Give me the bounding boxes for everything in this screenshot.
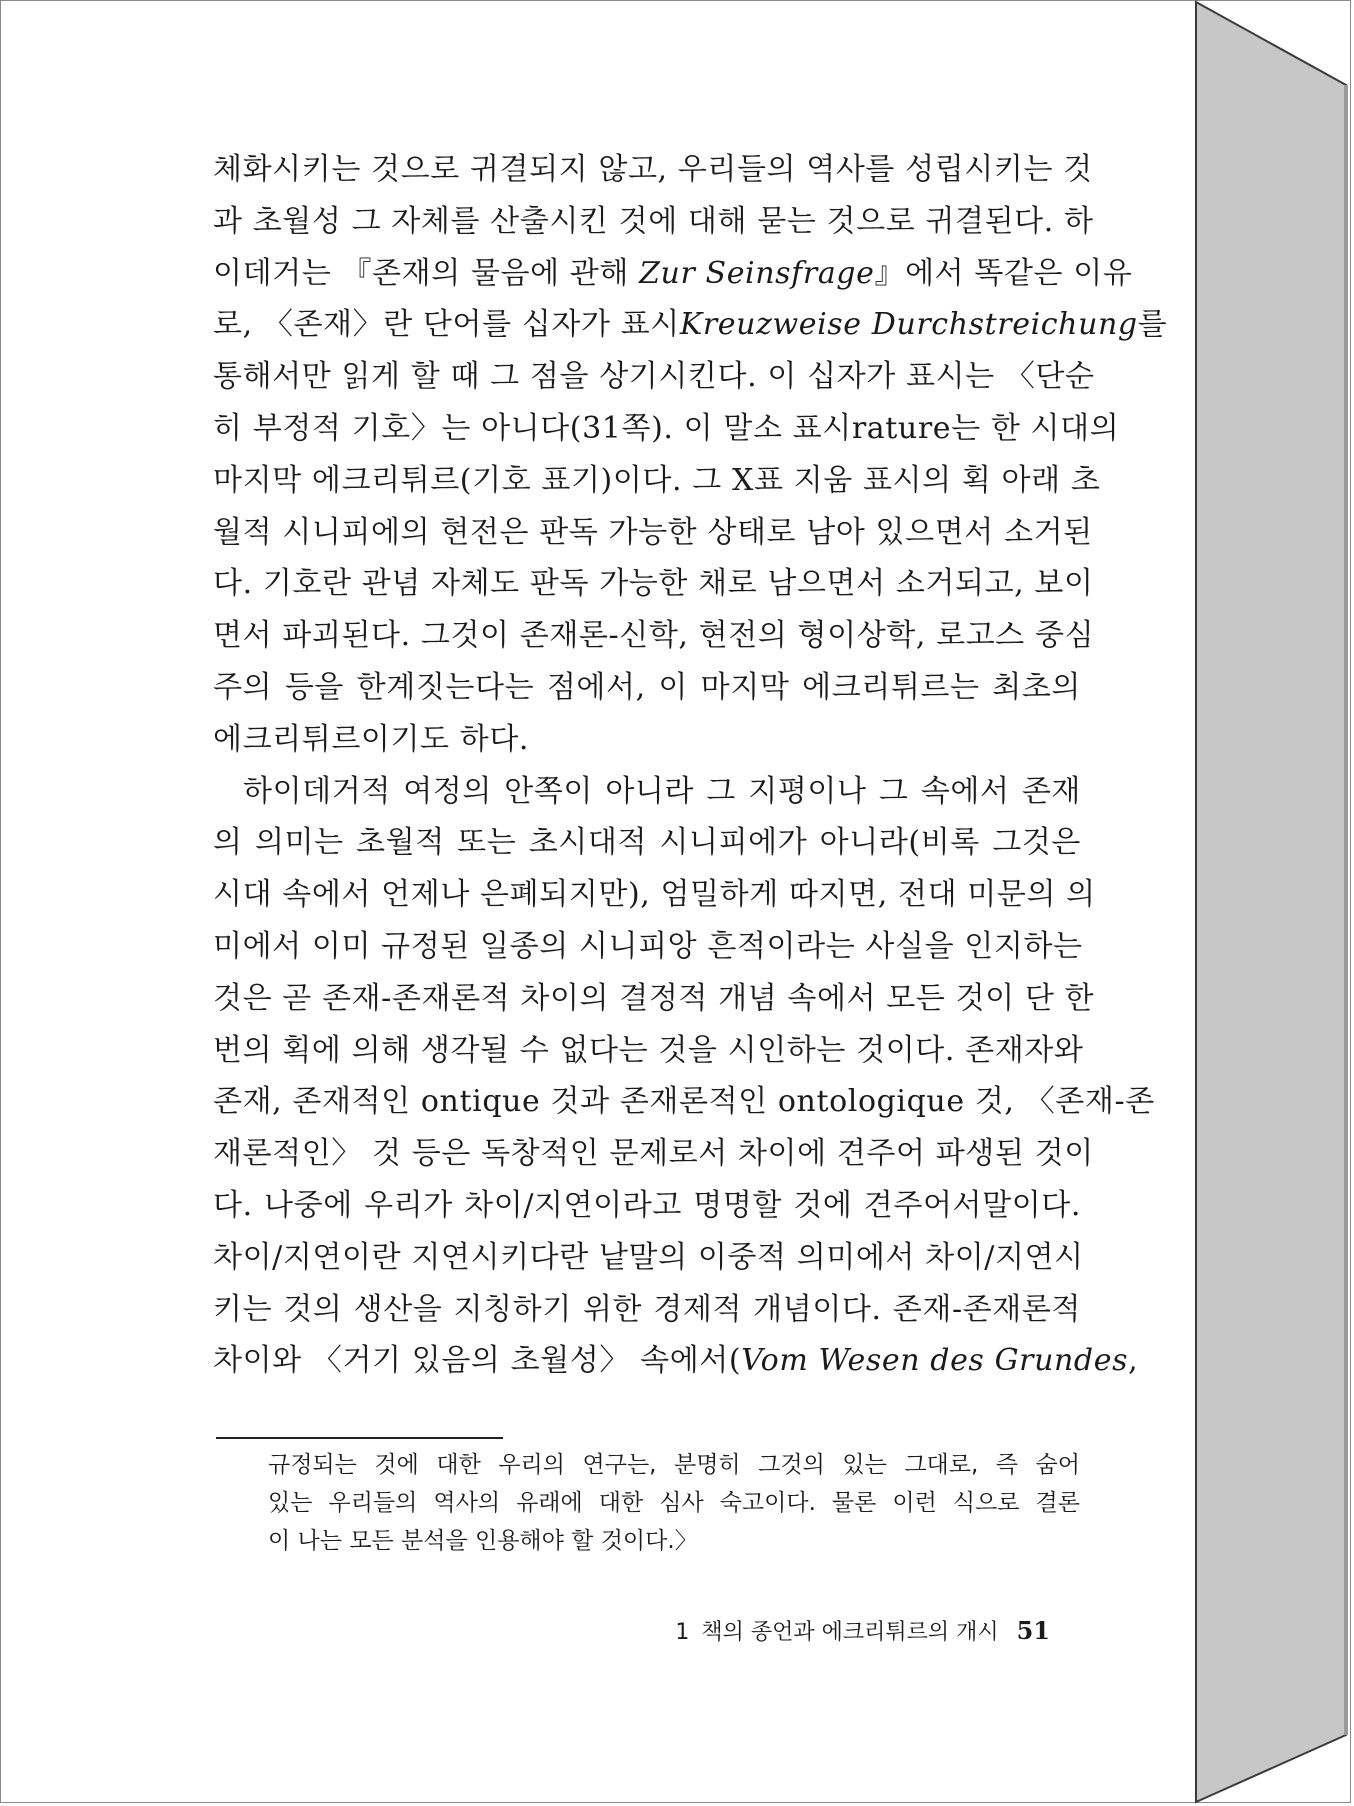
book-page-edge: [1196, 0, 1354, 1806]
text-line: 히 부정적 기호〉는 아니다(31쪽). 이 말소 표시rature는 한 시대의: [213, 410, 1120, 446]
text-line: 체화시키는 것으로 귀결되지 않고, 우리들의 역사를 성립시키는 것: [213, 152, 1093, 187]
text-line: 면서 파괴된다. 그것이 존재론-신학, 현전의 형이상학, 로고스 중심: [213, 618, 1095, 654]
text-line: 차이와 〈거기 있음의 초월성〉 속에서(Vom Wesen des Grundes: [213, 1343, 1129, 1379]
page-number: 51: [1016, 1616, 1050, 1645]
footnote-line: 있는 우리들의 역사의 유래에 대한 심사 숙고이다. 물론 이런 식으로 결론: [268, 1490, 1080, 1516]
body-text: [213, 144, 1155, 1387]
text-line: 존재, 존재적인 ontique 것과 존재론적인 ontologique 것, 〈존재-존: [213, 1084, 1155, 1120]
text-line: 번의 획에 의해 생각될 수 없다는 것을 시인하는 것이다. 존재자와: [213, 1032, 1084, 1068]
footnote-line: 이 나는 모든 분석을 인용해야 할 것이다.〉: [268, 1528, 698, 1554]
chapter-number: 1: [675, 1620, 690, 1645]
text-line: 주의 등을 한계짓는다는 점에서, 이 마지막 에크리튀르는 최초의: [213, 669, 1081, 705]
running-footer: [620, 1615, 1050, 1646]
text-line: 다. 기호란 관념 자체도 판독 가능한 채로 남으면서 소거되고, 보이: [213, 566, 1094, 602]
text-line: 재론적인〉 것 등은 독창적인 문제로서 차이에 견주어 파생된 것이: [213, 1136, 1094, 1172]
text-line: 의 의미는 초월적 또는 초시대적 시니피에가 아니라(비록 그것은: [213, 825, 1081, 861]
text-line: 과 초월성 그 자체를 산출시킨 것에 대해 묻는 것으로 귀결된다. 하: [213, 203, 1094, 239]
footnote-divider: [216, 1437, 503, 1439]
text-line: 로, 〈존재〉란 단어를 십자가 표시Kreuzweise Durchstreichung: [213, 307, 1138, 343]
footnote-line: 규정되는 것에 대한 우리의 연구는, 분명히 그것의 있는 그대로, 즉 숨어: [268, 1452, 1080, 1478]
text-line-indented: 하이데거적 여정의 안쪽이 아니라 그 지평이나 그 속에서 존재: [243, 773, 1081, 809]
text-line: 차이/지연이란 지연시키다란 낱말의 이중적 의미에서 차이/지연시: [213, 1239, 1084, 1275]
text-line: 다. 나중에 우리가 차이/지연이라고 명명할 것에 견주어서말이다.: [213, 1187, 1081, 1223]
footnote: [268, 1446, 1080, 1560]
text-line: 월적 시니피에의 현전은 판독 가능한 상태로 남아 있으면서 소거된: [213, 514, 1093, 550]
text-line: 마지막 에크리튀르(기호 표기)이다. 그 X표 지움 표시의 획 아래 초: [213, 462, 1101, 498]
text-line: 것은 곧 존재-존재론적 차이의 결정적 개념 속에서 모든 것이 단 한: [213, 980, 1095, 1016]
text-line: 미에서 이미 규정된 일종의 시니피앙 흔적이라는 사실을 인지하는: [213, 928, 1083, 964]
text-line: 에크리튀르이기도 하다.: [213, 721, 530, 757]
text-line: 통해서만 읽게 할 때 그 점을 상기시킨다. 이 십자가 표시는 〈단순: [213, 359, 1095, 395]
text-line: 키는 것의 생산을 지칭하기 위한 경제적 개념이다. 존재-존재론적: [213, 1291, 1081, 1327]
text-line: 시대 속에서 언제나 은폐되지만), 엄밀하게 따지면, 전대 미문의 의: [213, 877, 1096, 913]
text-line: 이데거는 『존재의 물음에 관해 Zur Seinsfrage』에서 똑같은 이유: [213, 255, 1133, 291]
chapter-title: 책의 종언과 에크리튀르의 개시: [701, 1620, 999, 1645]
